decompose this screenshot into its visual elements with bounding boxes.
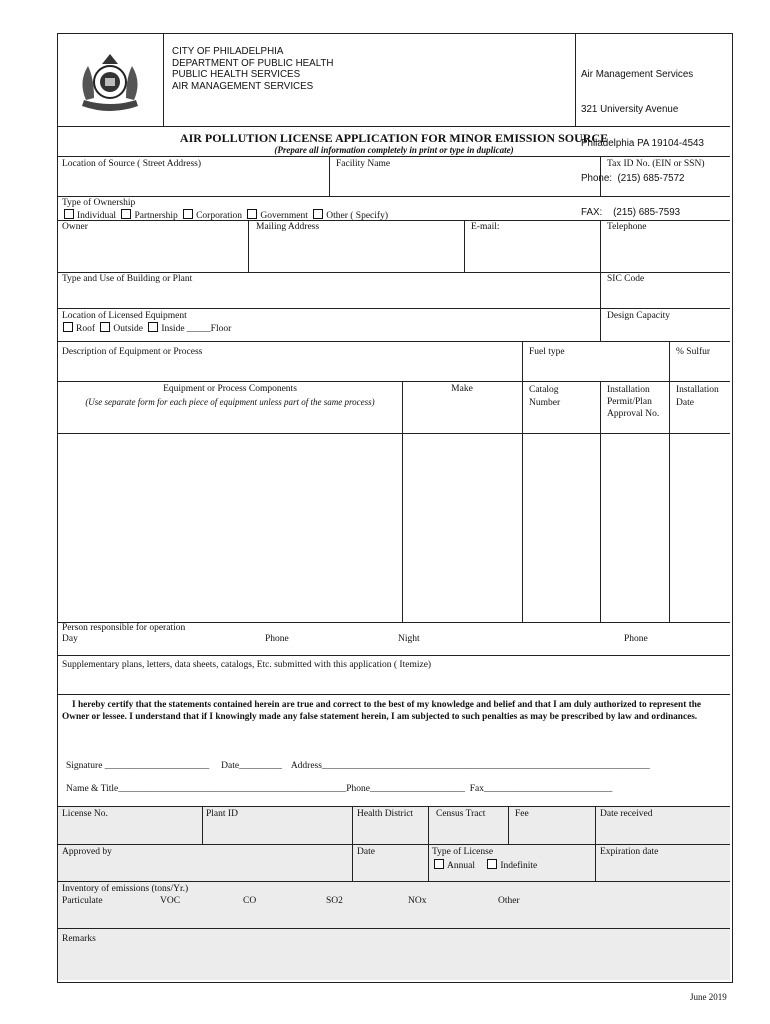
catalog-number-label: Catalog Number: [529, 385, 561, 408]
checkbox-partnership[interactable]: [121, 209, 131, 219]
license-no-label: License No.: [62, 809, 108, 819]
rule: [58, 844, 730, 845]
rule: [402, 381, 403, 622]
telephone-label: Telephone: [607, 222, 647, 232]
location-source-label: Location of Source ( Street Address): [62, 159, 202, 169]
address-line: 321 University Avenue: [581, 103, 679, 115]
rule: [600, 272, 601, 341]
remarks-label: Remarks: [62, 934, 96, 944]
header-divider-right: [575, 34, 576, 126]
checkbox-indefinite[interactable]: [487, 859, 497, 869]
agency-line: DEPARTMENT OF PUBLIC HEALTH: [172, 57, 334, 69]
header-divider-left: [163, 34, 164, 126]
rule: [248, 220, 249, 272]
inventory-label: Inventory of emissions (tons/Yr.): [62, 884, 189, 894]
certification-text: I hereby certify that the statements contained herein are true and correct to the best of my knowledge and belief and that I am duly authorized to represent the Owner or lessee. I understand that if I knowingly made any false statement herein, I am subjected to such penalties as may be prescribed by law and ordinances.: [62, 700, 702, 722]
rule: [600, 220, 601, 272]
rule: [58, 655, 730, 656]
city-seal-icon: [72, 42, 148, 121]
rule: [58, 156, 730, 157]
equipment-location-options: [60, 322, 231, 334]
footer-date: June 2019: [690, 992, 727, 1002]
sulfur-label: % Sulfur: [676, 347, 711, 357]
pollutant-voc: VOC: [160, 896, 181, 906]
form-subtitle: (Prepare all information completely in print or type in duplicate): [274, 145, 514, 155]
equipment-location-label: Location of Licensed Equipment: [62, 311, 187, 321]
rule: [58, 694, 730, 695]
option-indefinite: Indefinite: [500, 861, 538, 871]
checkbox-outside[interactable]: [100, 322, 110, 332]
option-inside: Inside _____Floor: [161, 324, 232, 334]
design-capacity-label: Design Capacity: [607, 311, 671, 321]
fuel-type-label: Fuel type: [529, 347, 565, 357]
make-label: Make: [451, 384, 473, 394]
day-phone-label: Phone: [265, 634, 289, 644]
description-label: Description of Equipment or Process: [62, 347, 203, 357]
date-received-label: Date received: [600, 809, 653, 819]
address-line: Philadelphia PA 19104-4543: [581, 138, 704, 149]
office-use-area-4: [58, 929, 730, 980]
facility-name-label: Facility Name: [336, 159, 391, 169]
rule: [58, 881, 730, 882]
day-label: Day: [62, 634, 78, 644]
census-tract-label: Census Tract: [436, 809, 486, 819]
option-government: Government: [260, 211, 308, 221]
pollutant-other: Other: [498, 896, 520, 906]
approval-date-label: Date: [357, 847, 375, 857]
option-other: Other ( Specify): [326, 211, 388, 221]
address-line: Phone: (215) 685-7572: [581, 172, 685, 184]
email-label: E-mail:: [471, 222, 500, 232]
rule: [669, 341, 670, 622]
approved-by-label: Approved by: [62, 847, 112, 857]
option-partnership: Partnership: [134, 211, 178, 221]
agency-line: CITY OF PHILADELPHIA: [172, 46, 284, 57]
pollutant-particulate: Particulate: [62, 896, 103, 906]
pollutant-nox: NOx: [408, 896, 427, 906]
form-title: AIR POLLUTION LICENSE APPLICATION FOR MINOR EMISSION SOURCE: [179, 131, 609, 145]
rule: [522, 341, 523, 622]
rule: [58, 272, 730, 273]
checkbox-government[interactable]: [247, 209, 257, 219]
installation-date-label: Installation Date: [676, 385, 719, 408]
components-title: Equipment or Process Components: [163, 384, 297, 394]
fee-label: Fee: [515, 809, 529, 819]
agency-block: [172, 46, 334, 92]
health-district-label: Health District: [357, 809, 414, 819]
mailing-address-label: Mailing Address: [256, 222, 320, 232]
rule: [202, 806, 203, 844]
checkbox-individual[interactable]: [64, 209, 74, 219]
night-label: Night: [398, 634, 420, 644]
tax-id-label: Tax ID No. (EIN or SSN): [607, 159, 705, 169]
signature-line[interactable]: Signature ______________________ Date_________ Address_____________________________________________________________________: [66, 761, 650, 771]
components-note: (Use separate form for each piece of equipment unless part of the same process): [85, 397, 375, 407]
sic-code-label: SIC Code: [607, 274, 645, 284]
checkbox-corporation[interactable]: [183, 209, 193, 219]
rule: [58, 928, 730, 929]
type-of-license-label: Type of License: [432, 847, 494, 857]
rule: [600, 156, 601, 196]
option-outside: Outside: [113, 324, 143, 334]
rule: [508, 806, 509, 844]
owner-label: Owner: [62, 222, 88, 232]
option-roof: Roof: [76, 324, 95, 334]
rule: [58, 341, 730, 342]
pollutant-co: CO: [243, 896, 257, 906]
option-corporation: Corporation: [196, 211, 243, 221]
rule: [58, 381, 730, 382]
agency-line: AIR MANAGEMENT SERVICES: [172, 80, 314, 92]
rule: [58, 433, 730, 434]
rule: [329, 156, 330, 196]
agency-line: PUBLIC HEALTH SERVICES: [172, 69, 301, 80]
rule: [58, 806, 730, 807]
license-type-options: [434, 859, 537, 871]
rule: [58, 126, 730, 127]
plant-id-label: Plant ID: [206, 809, 238, 819]
checkbox-roof[interactable]: [63, 322, 73, 332]
rule: [58, 308, 730, 309]
option-individual: Individual: [77, 211, 117, 221]
ownership-label: Type of Ownership: [62, 198, 136, 208]
checkbox-other[interactable]: [313, 209, 323, 219]
checkbox-inside[interactable]: [148, 322, 158, 332]
installation-permit-label: Installation Permit/Plan Approval No.: [607, 385, 660, 419]
address-line: Air Management Services: [581, 69, 694, 80]
rule: [600, 381, 601, 622]
rule: [58, 220, 730, 221]
building-use-label: Type and Use of Building or Plant: [62, 274, 193, 284]
rule: [464, 220, 465, 272]
expiration-date-label: Expiration date: [600, 847, 659, 857]
supplementary-label: Supplementary plans, letters, data sheets, catalogs, Etc. submitted with this application ( Itemize): [62, 660, 432, 670]
rule: [58, 196, 730, 197]
option-annual: Annual: [447, 861, 475, 871]
person-responsible-label: Person responsible for operation: [62, 623, 186, 633]
checkbox-annual[interactable]: [434, 859, 444, 869]
address-line: FAX: (215) 685-7593: [581, 207, 681, 218]
name-title-line[interactable]: Name & Title________________________________________________Phone____________________ Fax___________________________: [66, 784, 613, 794]
night-phone-label: Phone: [624, 634, 648, 644]
pollutant-so2: SO2: [326, 896, 343, 906]
